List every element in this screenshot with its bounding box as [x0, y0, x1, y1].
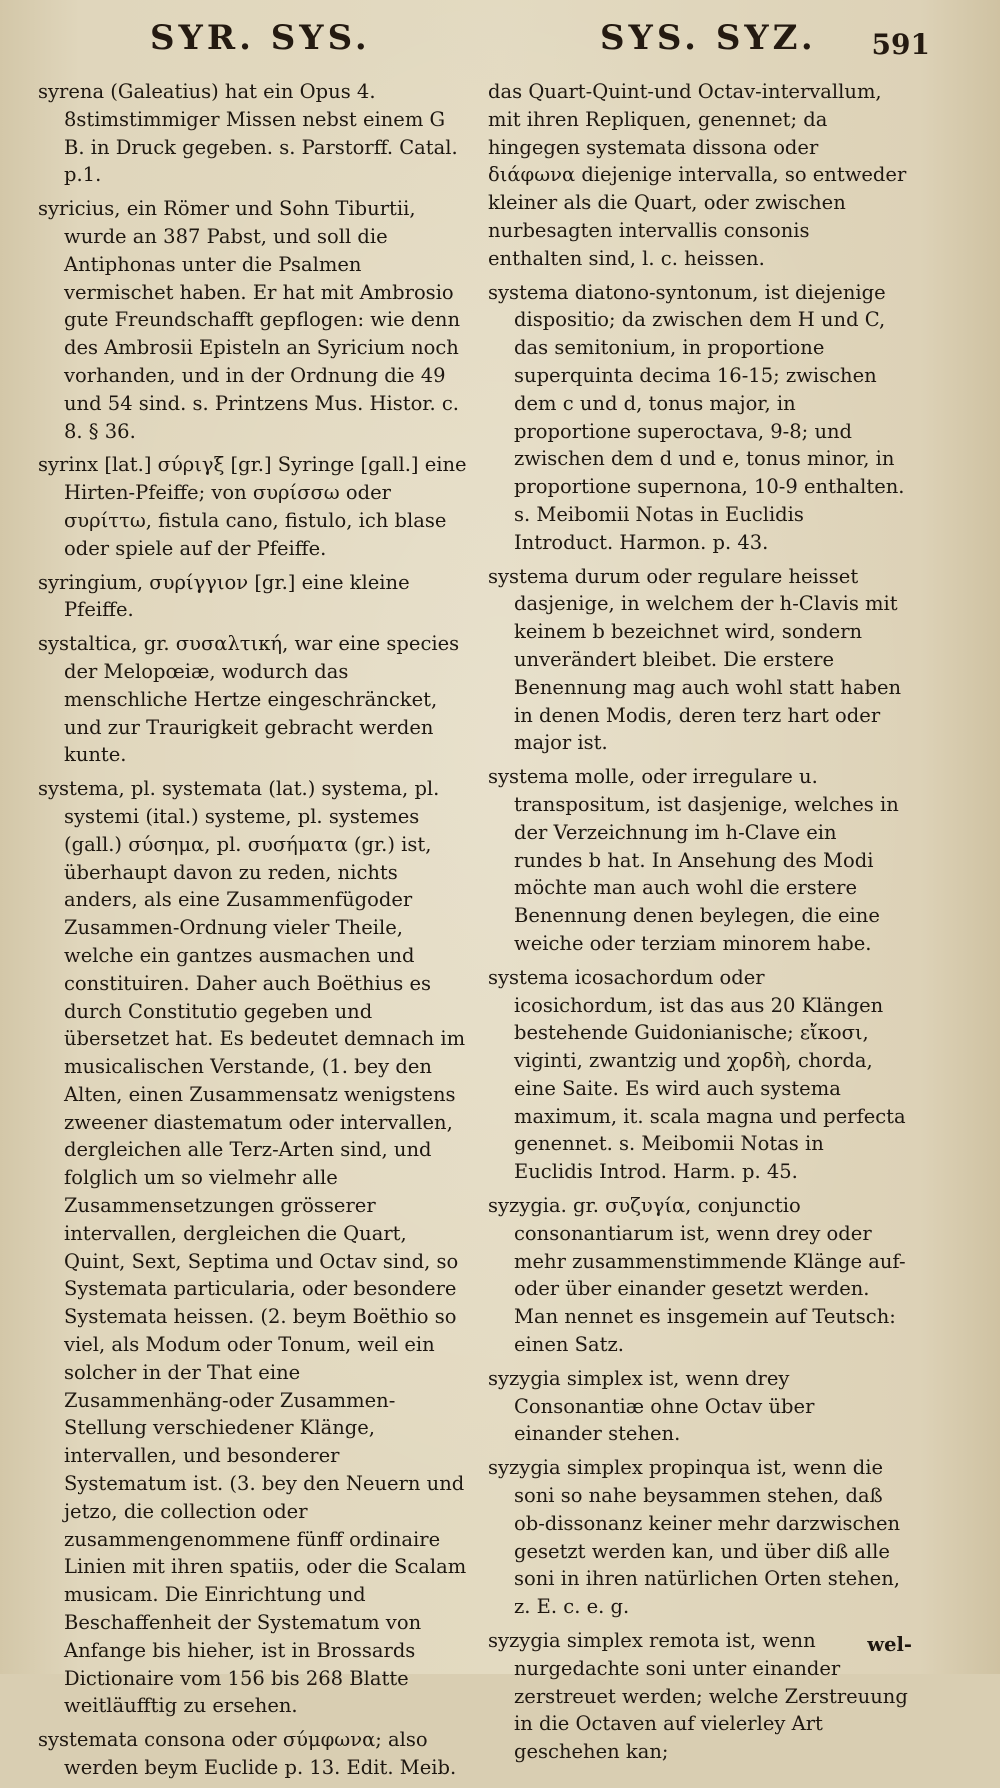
entry-systemata-consona-continued: das Quart-Quint-und Octav-intervallum, mit ihren Repliquen, genennet; da hingegen systemata dissona oder διάφωνα diejenige intervalla, so entweder kleiner als die Quart, oder zwischen nurbesagten intervallis consonis enthalten sind, l. c. heissen. [488, 80, 907, 270]
running-head-right: SYS. SYZ. [600, 18, 817, 58]
entry-systema-diatono-syntonum: systema diatono-syntonum, ist diejenige dispositio; da zwischen dem H und C, das semitonium, in proportione superquinta decima 16-15; zwischen dem c und d, tonus major, in proportione superoctava, 9-8; und zwischen dem d und e, tonus minor, in proportione supernona, 10-9 enthalten. s. Meibomii Notas in Euclidis Introduct. Harmon. p. 43. [488, 280, 905, 554]
running-head-left: SYR. SYS. [150, 18, 371, 58]
entry-syrena: syrena (Galeatius) hat ein Opus 4. 8stimstimmiger Missen nebst einem G B. in Druck gegeben. s. Parstorff. Catal. p.1. [38, 80, 458, 187]
page-number: 591 [871, 28, 930, 61]
entry-systema-molle: systema molle, oder irregulare u. transpositum, ist dasjenige, welches in der Verzeichnung im h-Clave ein rundes b hat. In Ansehung des Modi möchte man auch wohl die erstere Benennung denen beylegen, die eine weiche oder terziam minorem habe. [488, 765, 899, 955]
entry-syzygia-simplex-propinqua: syzygia simplex propinqua ist, wenn die soni so nahe beysammen stehen, daß ob-dissonanz keiner mehr darzwischen gesetzt werden kan, und über diß alle soni in ihren natürlichen Orten stehen, z. E. c. e. g. [488, 1456, 901, 1619]
entry-systema-durum: systema durum oder regulare heisset dasjenige, in welchem der h-Clavis mit keinem b bezeichnet wird, sondern unverändert bleibet. Die erstere Benennung mag auch wohl statt haben in denen Modis, deren terz hart oder major ist. [488, 564, 902, 755]
right-column [488, 78, 908, 1772]
entry-syzygia: syzygia. gr. συζυγία, conjunctio consonantiarum ist, wenn drey oder mehr zusammenstimmende Klänge auf- oder über einander gesetzt werden. Man nennet es insgemein auf Teutsch: einen Satz. [488, 1194, 906, 1357]
left-column [38, 78, 468, 1788]
entry-syringium: syringium, συρίγγιον [gr.] eine kleine Pfeiffe. [38, 570, 410, 622]
entry-syricius: syricius, ein Römer und Sohn Tiburtii, wurde an 387 Pabst, und soll die Antiphonas unter die Psalmen vermischet haben. Er hat mit Ambrosio gute Freundschafft gepflogen: wie denn des Ambrosii Episteln an Syricium noch vorhanden, und in der Ordnung die 49 und 54 sind. s. Printzens Mus. Histor. c. 8. § 36. [38, 197, 461, 443]
entry-systaltica: systaltica, gr. συσαλτική, war eine species der Melopœiæ, wodurch das menschliche Hertze eingeschräncket, und zur Traurigkeit gebracht werden kunte. [38, 632, 460, 767]
entry-syzygia-simplex-remota: syzygia simplex remota ist, wenn nurgedachte soni unter einander zerstreuet werden; welche Zerstreuung in die Octaven auf vielerley Art geschehen kan; [488, 1629, 908, 1764]
entry-syrinx: syrinx [lat.] σύριγξ [gr.] Syringe [gall.] eine Hirten-Pfeiffe; von συρίσσω oder συρίττω, fistula cano, fistulo, ich blase oder spiele auf der Pfeiffe. [38, 453, 467, 560]
entry-systemata-consona: systemata consona oder σύμφωνα; also werden beym Euclide p. 13. Edit. Meib. [38, 1728, 457, 1780]
catchword: wel- [867, 1633, 912, 1656]
entry-systema-icosachordum: systema icosachordum oder icosichordum, ist das aus 20 Klängen bestehende Guidonianische; εἴκοσι, viginti, zwantzig und χορδὴ, chorda, eine Saite. Es wird auch systema maximum, it. scala magna und perfecta genennet. s. Meibomii Notas in Euclidis Introd. Harm. p. 45. [488, 965, 906, 1184]
entry-systema: systema, pl. systemata (lat.) systema, pl. systemi (ital.) systeme, pl. systemes (gall.) σύσημα, pl. συσήματα (gr.) ist, überhaupt davon zu reden, nichts anders, als eine Zusammenfügoder Zusammen-Ordnung vieler Theile, welche ein gantzes ausmachen und constituiren. Daher auch Boëthius es durch Constitutio gegeben und übersetzet hat. Es bedeutet demnach im musicalischen Verstande, (1. bey den Alten, einen Zusammensatz wenigstens zweener diastematum oder intervallen, dergleichen alle Terz-Arten sind, und folglich um so vielmehr alle Zusammensetzungen grösserer intervallen, dergleichen die Quart, Quint, Sext, Septima und Octav sind, so Systemata particularia, oder besondere Systemata heissen. (2. beym Boëthio so viel, als Modum oder Tonum, weil ein solcher in der That eine Zusammenhäng-oder Zusammen-Stellung verschiedener Klänge, intervallen, und besonderer Systematum ist. (3. bey den Neuern und jetzo, die collection oder zusammengenommene fünff ordinaire Linien mit ihren spatiis, oder die Scalam musicam. Die Einrichtung und Beschaffenheit der Systematum von Anfange bis hieher, ist in Brossards Dictionaire vom 156 bis 268 Blatte weitläufftig zu ersehen. [38, 777, 467, 1718]
entry-syzygia-simplex: syzygia simplex ist, wenn drey Consonantiæ ohne Octav über einander stehen. [488, 1366, 815, 1446]
